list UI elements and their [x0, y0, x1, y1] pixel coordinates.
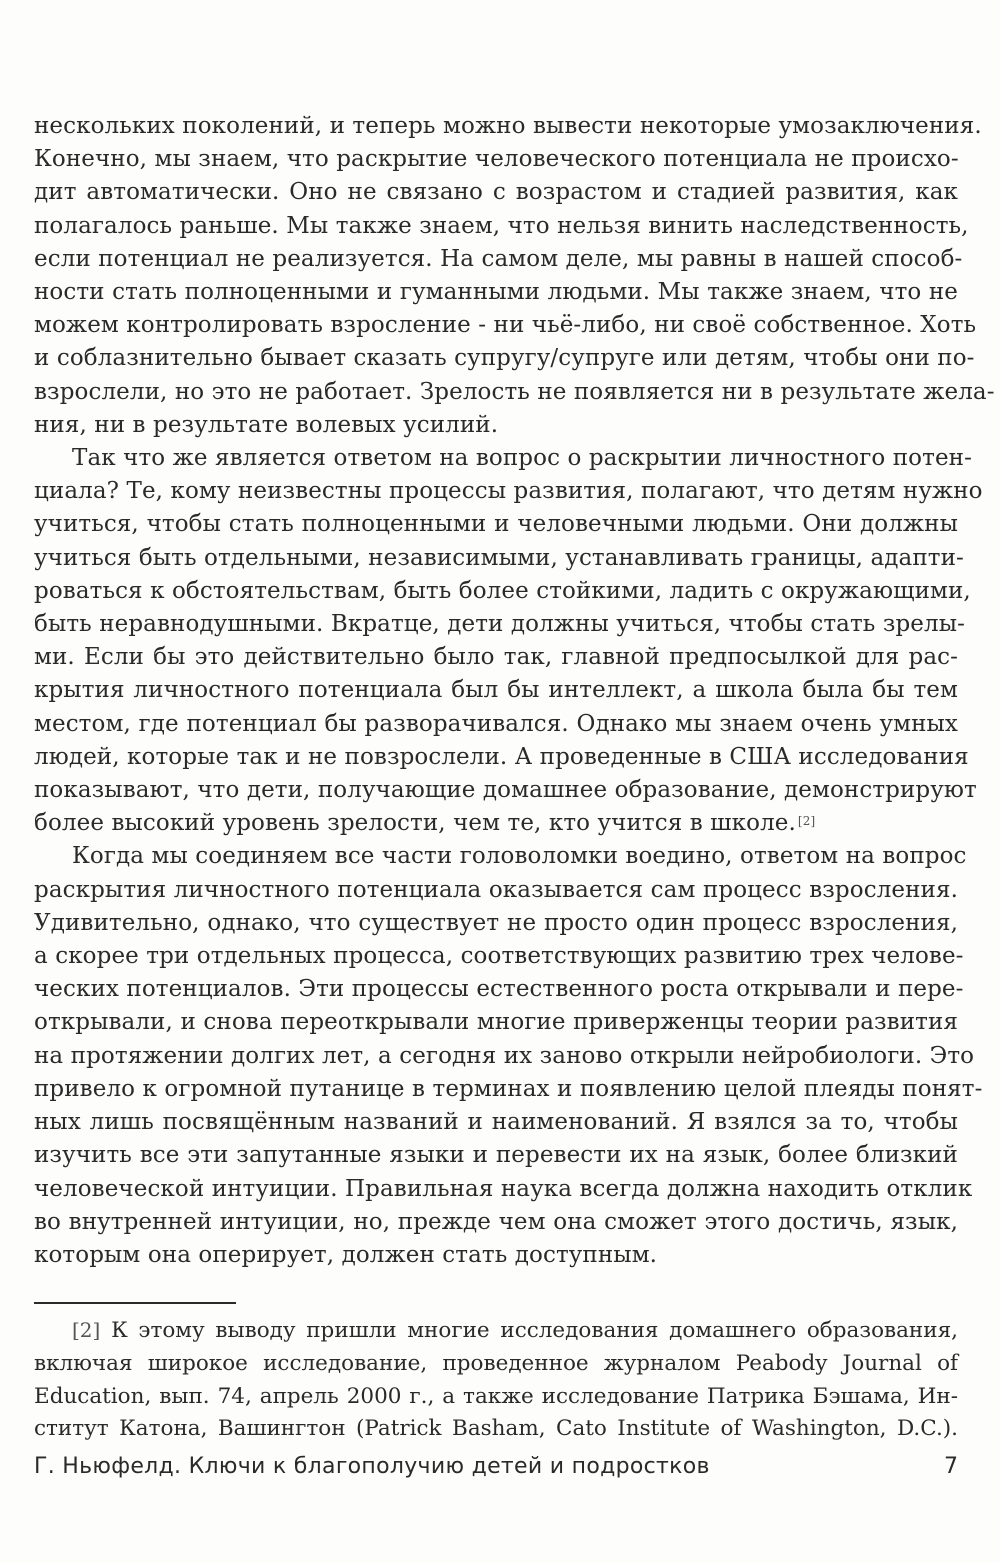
footnote-line: [34, 1314, 958, 1348]
page-number: 7: [944, 1454, 958, 1479]
text-line: учиться быть отдельными, независимыми, устанавливать границы, адапти-: [34, 544, 964, 571]
text-line: нескольких поколений, и теперь можно вывести некоторые умозаключения.: [34, 113, 982, 139]
text-line: раскрытия личностного потенциала оказывается сам процесс взросления.: [34, 876, 958, 903]
text-line: ности стать полноценными и гуманными людьми. Мы также знаем, что не: [34, 279, 958, 306]
text-line: во внутренней интуиции, но, прежде чем она сможет этого достичь, язык,: [34, 1208, 958, 1235]
text-line: взрослели, но это не работает. Зрелость не появляется ни в результате жела-: [34, 378, 995, 405]
page-footer: [34, 1454, 958, 1494]
text-line: показывают, что дети, получающие домашнее образование, демонстрируют: [34, 777, 977, 804]
paragraph-2: [34, 442, 983, 840]
text-line: роваться к обстоятельствам, быть более стойкими, ладить с окружающими,: [34, 577, 971, 604]
text-line: Так что же является ответом на вопрос о раскрытии личностного потен-: [72, 445, 972, 472]
paragraph-1: [34, 110, 995, 442]
footnote-text: К этому выводу пришли многие исследования домашнего образования,: [111, 1318, 958, 1343]
footnote-line: Education, вып. 74, апрель 2000 г., а также исследование Патрика Бэшама, Ин-: [34, 1383, 958, 1409]
text-line: изучить все эти запутанные языки и перевести их на язык, более близкий: [34, 1142, 958, 1169]
paragraph-3: [34, 840, 983, 1272]
text-line: более высокий уровень зрелости, чем те, кто учится в школе.: [34, 810, 796, 837]
main-text: [34, 110, 995, 1272]
text-line: местом, где потенциал бы разворачивался. Однако мы знаем очень умных: [34, 710, 958, 737]
footnote-reference[interactable]: [2]: [797, 814, 816, 829]
text-line: Удивительно, однако, что существует не просто один процесс взросления,: [34, 909, 958, 936]
text-line: людей, которые так и не повзрослели. А проведенные в США исследования: [34, 743, 969, 770]
text-line: можем контролировать взросление - ни чьё-либо, ни своё собственное. Хоть: [34, 312, 977, 339]
footnote-line: включая широкое исследование, проведенное журналом Peabody Journal of: [34, 1350, 958, 1376]
text-line: человеческой интуиции. Правильная наука всегда должна находить отклик: [34, 1175, 973, 1202]
footnote-line: ститут Катона, Вашингтон (Patrick Basham, Cato Institute of Washington, D.C.).: [34, 1416, 958, 1442]
text-line: крытия личностного потенциала был бы интеллект, а школа была бы тем: [34, 677, 958, 704]
running-title: Г. Ньюфелд. Ключи к благополучию детей и подростков: [34, 1454, 710, 1479]
text-line: быть неравнодушными. Вкратце, дети должны учиться, чтобы стать зрелы-: [34, 611, 965, 638]
text-line: ческих потенциалов. Эти процессы естественного роста открывали и пере-: [34, 976, 964, 1003]
text-line: которым она оперирует, должен стать доступным.: [34, 1241, 658, 1268]
text-line: циала? Те, кому неизвестны процессы развития, полагают, что детям нужно: [34, 478, 983, 505]
text-line: ния, ни в результате волевых усилий.: [34, 411, 499, 438]
text-line: полагалось раньше. Мы также знаем, что нельзя винить наследственность,: [34, 212, 969, 239]
text-line-with-ref: [34, 807, 958, 840]
text-line: привело к огромной путанице в терминах и появлению целой плеяды понят-: [34, 1075, 983, 1102]
text-line: Когда мы соединяем все части головоломки воедино, ответом на вопрос: [72, 843, 967, 870]
text-line: ных лишь посвящённым названий и наименований. Я взялся за то, чтобы: [34, 1109, 958, 1136]
footnote-divider: [34, 1302, 236, 1304]
text-line: открывали, и снова переоткрывали многие приверженцы теории развития: [34, 1009, 958, 1036]
text-line: и соблазнительно бывает сказать супругу/супруге или детям, чтобы они по-: [34, 345, 975, 372]
footnote-mark: [2]: [72, 1318, 101, 1342]
text-line: дит автоматически. Оно не связано с возрастом и стадией развития, как: [34, 179, 958, 206]
text-line: учиться, чтобы стать полноценными и человечными людьми. Они должны: [34, 511, 958, 538]
text-line: если потенциал не реализуется. На самом деле, мы равны в нашей способ-: [34, 245, 963, 272]
footnote: [34, 1314, 958, 1446]
text-line: а скорее три отдельных процесса, соответствующих развитию трех челове-: [34, 943, 964, 970]
text-line: Конечно, мы знаем, что раскрытие человеческого потенциала не происхо-: [34, 146, 959, 173]
text-line: ми. Если бы это действительно было так, главной предпосылкой для рас-: [34, 644, 958, 671]
text-line: на протяжении долгих лет, а сегодня их заново открыли нейробиологи. Это: [34, 1042, 975, 1069]
